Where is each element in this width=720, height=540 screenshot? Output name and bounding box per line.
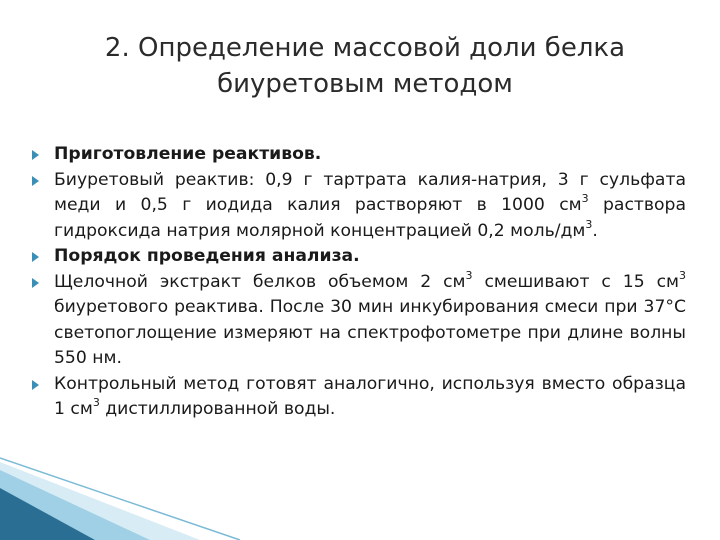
superscript: 3 <box>465 268 473 282</box>
list-item <box>30 270 686 372</box>
triangle-bullet-icon <box>32 150 39 160</box>
slide-title-line-2: биуретовым методом <box>217 69 513 99</box>
item-text: Биуретовый реактив: 0,9 г тартрата калия-натрия, 3 г сульфата меди и 0,5 г иодида калия растворяют в 1000 см <box>54 169 686 215</box>
list-item <box>30 168 686 245</box>
item-text: дистиллированной воды. <box>99 399 336 419</box>
superscript: 3 <box>585 217 593 231</box>
triangle-bullet-icon <box>32 252 39 262</box>
triangle-bullet-icon <box>32 176 39 186</box>
superscript: 3 <box>92 396 100 410</box>
item-text: раствора гидроксида натрия молярной концентрацией 0,2 моль/дм <box>54 195 686 241</box>
list-item <box>30 244 686 270</box>
slide-title <box>70 30 660 102</box>
triangle-bullet-icon <box>32 380 39 390</box>
superscript: 3 <box>581 192 589 206</box>
item-text: биуретового реактива. После 30 мин инкубирования смеси при 37°С светопоглощение измеряют на спектрофотометре при длине волны 550 нм. <box>54 297 686 368</box>
list-item <box>30 142 686 168</box>
item-text: Приготовление реактивов. <box>54 144 322 164</box>
item-text: Порядок проведения анализа. <box>54 246 360 266</box>
slide-title-line-1: 2. Определение массовой доли белка <box>104 33 626 63</box>
bullet-list <box>30 142 686 423</box>
footer-decoration <box>0 440 720 540</box>
item-text: . <box>592 220 598 241</box>
item-text: Контрольный метод готовят аналогично, используя вместо образца 1 см <box>54 373 686 419</box>
triangle-bullet-icon <box>32 278 39 288</box>
item-text: смешивают с 15 см <box>472 271 680 292</box>
list-item <box>30 372 686 423</box>
item-text: Щелочной экстракт белков объемом 2 см <box>54 271 466 292</box>
superscript: 3 <box>679 268 687 282</box>
